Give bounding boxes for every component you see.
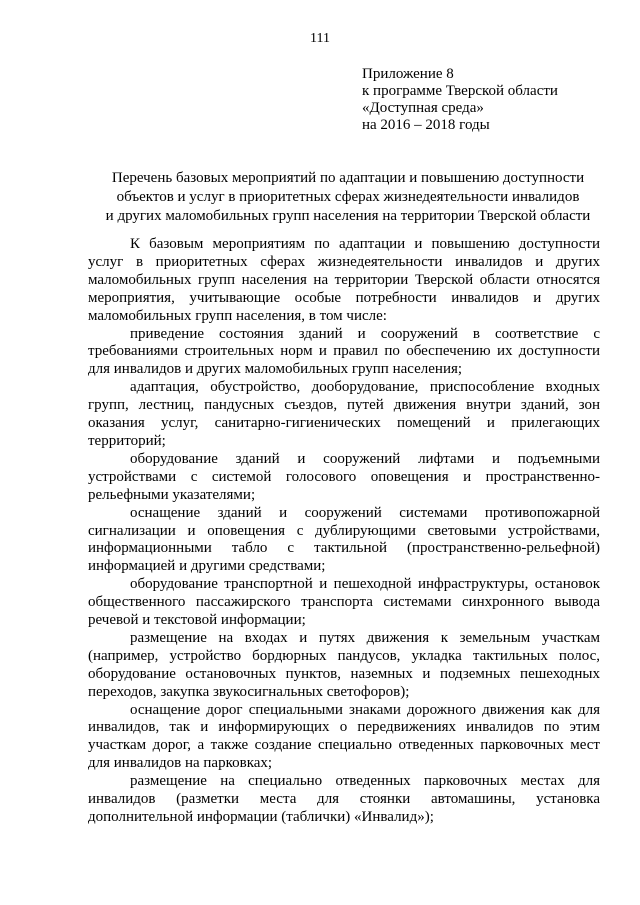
measure-paragraph: оснащение дорог специальными знаками дорожного движения как для инвалидов, так и информирующих о передвижениях инвалидов по этим участкам дорог, а также создание специально отведенных парковочных мест для инвалидов на парковках; <box>88 701 600 772</box>
title-line: объектов и услуг в приоритетных сферах жизнедеятельности инвалидов <box>116 189 580 205</box>
measure-paragraph: оборудование транспортной и пешеходной инфраструктуры, остановок общественного пассажирского транспорта системами синхронного вывода речевой и текстовой информации; <box>88 576 600 629</box>
appendix-line: «Доступная среда» <box>362 100 484 116</box>
document-title <box>88 169 608 226</box>
appendix-line: на 2016 – 2018 годы <box>362 117 490 133</box>
title-line: Перечень базовых мероприятий по адаптации и повышению доступности <box>111 170 585 186</box>
title-line: и других маломобильных групп населения на территории Тверской области <box>105 208 591 224</box>
appendix-reference <box>362 66 558 134</box>
measure-paragraph: размещение на специально отведенных парковочных местах для инвалидов (разметки места для стоянки автомашины, установка дополнительной информации (таблички) «Инвалид»); <box>88 773 600 825</box>
measure-paragraph: приведение состояния зданий и сооружений в соответствие с требованиями строительных норм и правил по обеспечению их доступности для инвалидов и других маломобильных групп населения; <box>88 325 600 378</box>
document-body <box>88 236 600 827</box>
measure-paragraph: адаптация, обустройство, дооборудование, приспособление входных групп, лестниц, пандусных съездов, путей движения внутри зданий, зон оказания услуг, санитарно-гигиенических помещений и прилегающих территорий; <box>88 379 600 449</box>
appendix-line: Приложение 8 <box>362 66 454 82</box>
intro-paragraph: К базовым мероприятиям по адаптации и повышению доступности услуг в приоритетных сферах жизнедеятельности инвалидов и других маломобильных групп населения на территории Тверской области относятся мероприятия, учитывающие особые потребности инвалидов и других маломобильных групп населения, в том числе: <box>88 236 600 324</box>
appendix-line: к программе Тверской области <box>362 83 558 99</box>
page-number: 111 <box>310 31 330 46</box>
measure-paragraph: оборудование зданий и сооружений лифтами и подъемными устройствами с системой голосового оповещения и пространственно-рельефными указателями; <box>88 450 600 503</box>
measure-paragraph: размещение на входах и путях движения к земельным участкам (например, устройство бордюрных пандусов, укладка тактильных полос, оборудование остановочных пунктов, наземных и подземных пешеходных переходов, закупка звукосигнальных светофоров); <box>88 629 600 700</box>
measure-paragraph: оснащение зданий и сооружений системами противопожарной сигнализации и оповещения с дублирующими световыми устройствами, информационными табло с тактильной (пространственно-рельефной) информацией и другими средствами; <box>88 504 600 575</box>
